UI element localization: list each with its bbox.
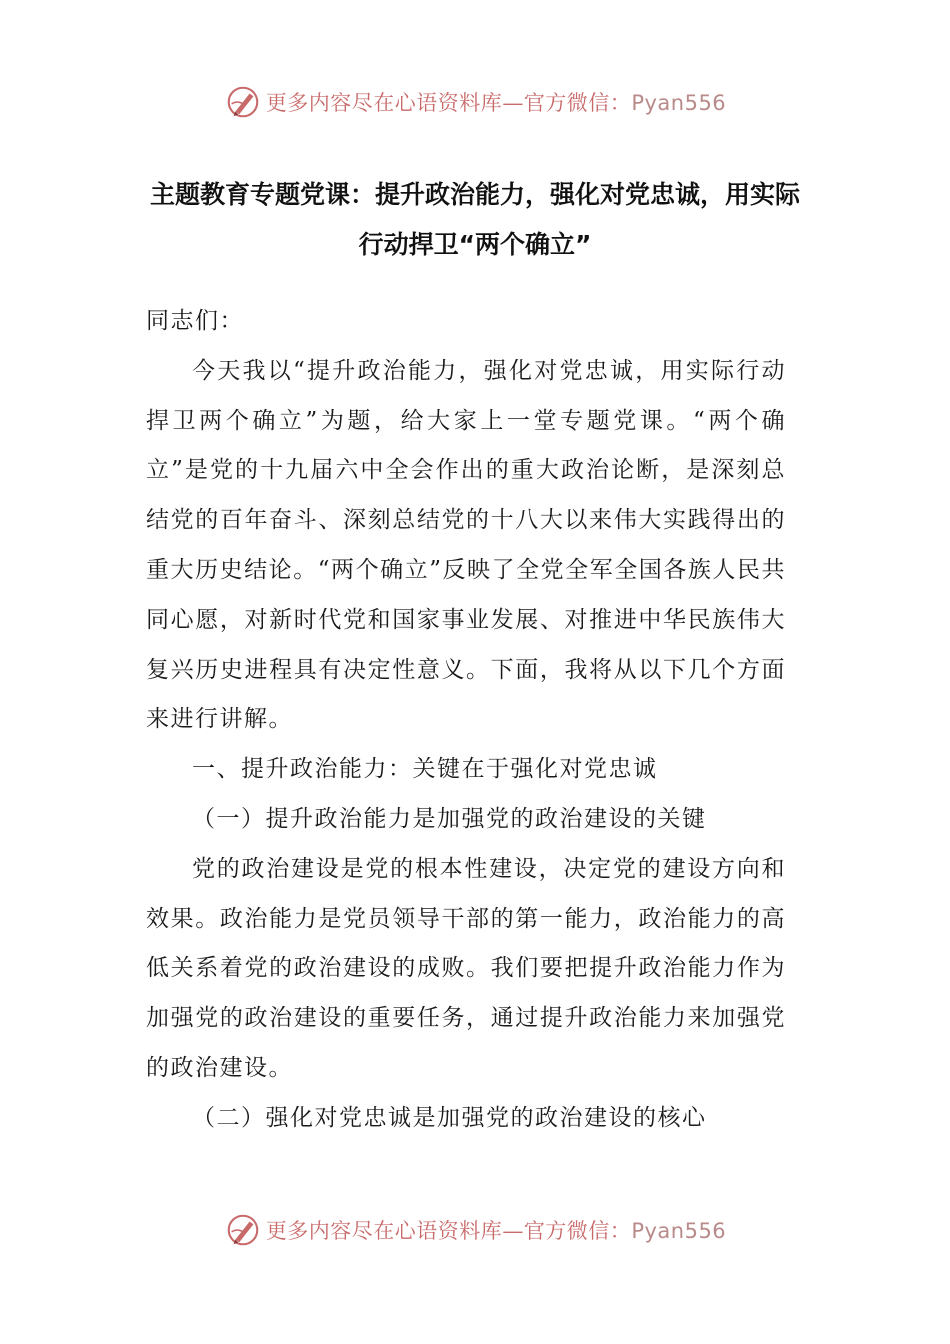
salutation: 同志们： bbox=[146, 308, 244, 334]
pen-logo-icon bbox=[224, 83, 262, 121]
paragraph-intro: 今天我以“提升政治能力，强化对党忠诚，用实际行动捍卫两个确立”为题，给大家上一堂专题党课。“两个确立”是党的十九届六中全会作出的重大政治论断，是深刻总结党的百年奋斗、深刻总结党的十八大以来伟大实践得出的重大历史结论。“两个确立”反映了全党全军全国各族人民共同心愿，对新时代党和国家事业发展、对推进中华民族伟大复兴历史进程具有决定性意义。下面，我将从以下几个方面来进行讲解。 bbox=[146, 357, 786, 733]
watermark-separator: — bbox=[502, 91, 524, 115]
watermark-handle: Pyan556 bbox=[631, 91, 727, 115]
watermark-label: 官方微信： bbox=[523, 91, 632, 115]
paragraph-political-building: 党的政治建设是党的根本性建设，决定党的建设方向和效果。政治能力是党员领导干部的第一能力，政治能力的高低关系着党的政治建设的成败。我们要把提升政治能力作为加强党的政治建设的重要任务，通过提升政治能力来加强党的政治建设。 bbox=[146, 855, 786, 1081]
section-heading-1: 一、提升政治能力：关键在于强化对党忠诚 bbox=[192, 756, 658, 783]
watermark-label: 官方微信： bbox=[523, 1219, 632, 1243]
document-body bbox=[146, 297, 786, 1144]
watermark-text: 更多内容尽在心语资料库 bbox=[265, 1219, 503, 1243]
watermark-handle: Pyan556 bbox=[631, 1219, 727, 1243]
document-title: 主题教育专题党课：提升政治能力，强化对党忠诚，用实际行动捍卫“两个确立” bbox=[149, 180, 800, 259]
pen-logo-icon bbox=[224, 1211, 262, 1249]
watermark-separator: — bbox=[502, 1219, 524, 1243]
subsection-heading-1: （一）提升政治能力是加强党的政治建设的关键 bbox=[192, 805, 707, 832]
subsection-heading-2: （二）强化对党忠诚是加强党的政治建设的核心 bbox=[192, 1104, 707, 1131]
watermark-text: 更多内容尽在心语资料库 bbox=[265, 91, 503, 115]
watermark-footer bbox=[0, 1210, 950, 1250]
watermark-header bbox=[0, 82, 950, 122]
